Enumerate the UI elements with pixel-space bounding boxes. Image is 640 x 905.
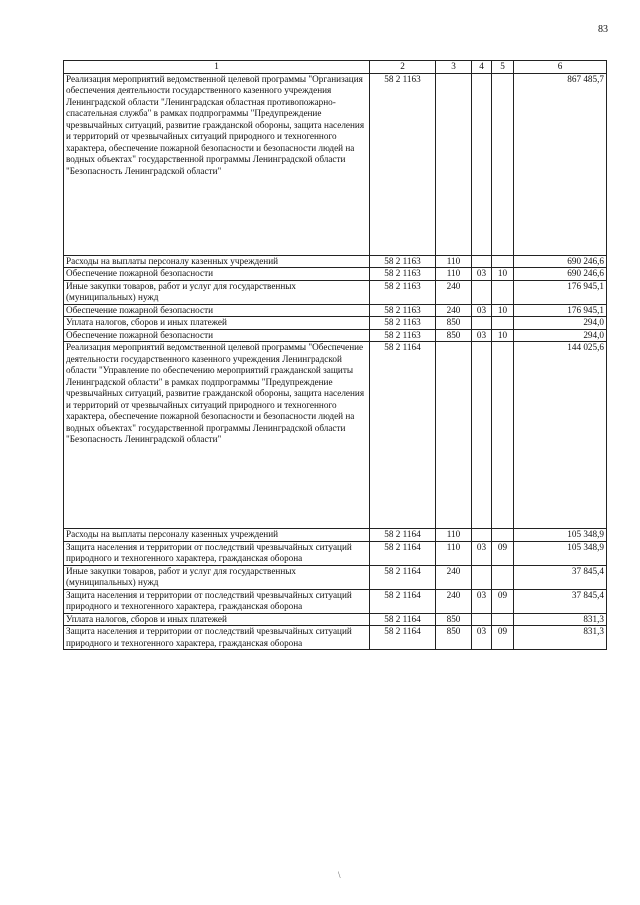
row-target-article: 58 2 1163: [370, 268, 436, 281]
row-expense-type: 850: [436, 613, 472, 626]
row-section: [472, 529, 492, 542]
row-name: Расходы на выплаты персоналу казенных учреждений: [64, 529, 370, 542]
header-col-4: 4: [472, 61, 492, 74]
header-col-2: 2: [370, 61, 436, 74]
row-expense-type: 240: [436, 304, 472, 317]
table-row: [64, 613, 607, 626]
row-target-article: 58 2 1164: [370, 529, 436, 542]
row-name: Реализация мероприятий ведомственной целевой программы "Обеспечение деятельности государственного казенного учреждения Ленинградской области "Управление по обеспечению мероприятий гражданской защиты Ленинградской области" в рамках подпрограммы "Предупреждение чрезвычайных ситуаций, развитие гражданской обороны, защита населения и территорий от чрезвычайных ситуаций природного и техногенного характера, обеспечение пожарной безопасности и безопасности людей на водных объектах" государственной программы Ленинградской области "Безопасность Ленинградской области": [64, 342, 370, 529]
row-section: [472, 565, 492, 589]
row-name: Защита населения и территории от последствий чрезвычайных ситуаций природного и техногенного характера, гражданская оборона: [64, 589, 370, 613]
row-name: Защита населения и территории от последствий чрезвычайных ситуаций природного и техногенного характера, гражданская оборона: [64, 541, 370, 565]
row-target-article: 58 2 1164: [370, 541, 436, 565]
row-target-article: 58 2 1163: [370, 73, 436, 255]
row-subsection: 10: [492, 329, 514, 342]
row-expense-type: [436, 342, 472, 529]
row-sum: 690 246,6: [514, 255, 607, 268]
row-name: Обеспечение пожарной безопасности: [64, 304, 370, 317]
header-col-5: 5: [492, 61, 514, 74]
row-name: Расходы на выплаты персоналу казенных учреждений: [64, 255, 370, 268]
row-sum: 176 945,1: [514, 280, 607, 304]
table-row: [64, 329, 607, 342]
row-section: 03: [472, 304, 492, 317]
row-expense-type: 110: [436, 255, 472, 268]
row-subsection: [492, 565, 514, 589]
row-section: [472, 613, 492, 626]
row-name: Обеспечение пожарной безопасности: [64, 329, 370, 342]
row-sum: 867 485,7: [514, 73, 607, 255]
row-subsection: [492, 255, 514, 268]
row-subsection: [492, 613, 514, 626]
table-row: [64, 565, 607, 589]
row-sum: 105 348,9: [514, 541, 607, 565]
row-target-article: 58 2 1163: [370, 329, 436, 342]
table-row: [64, 304, 607, 317]
row-sum: 37 845,4: [514, 565, 607, 589]
table-row: [64, 541, 607, 565]
row-sum: 144 025,6: [514, 342, 607, 529]
row-subsection: [492, 73, 514, 255]
row-name: Иные закупки товаров, работ и услуг для государственных (муниципальных) нужд: [64, 565, 370, 589]
row-target-article: 58 2 1163: [370, 280, 436, 304]
row-name: Реализация мероприятий ведомственной целевой программы "Организация обеспечения деятельности государственного казенного учреждения Ленинградской области "Ленинградская областная противопожарно-спасательная служба" в рамках подпрограммы "Предупреждение чрезвычайных ситуаций, развитие гражданской обороны, защита населения и территорий от чрезвычайных ситуаций природного и техногенного характера, обеспечение пожарной безопасности и безопасности людей на водных объектах" государственной программы Ленинградской области "Безопасность Ленинградской области": [64, 73, 370, 255]
row-sum: 37 845,4: [514, 589, 607, 613]
row-subsection: [492, 342, 514, 529]
row-target-article: 58 2 1163: [370, 255, 436, 268]
row-expense-type: 240: [436, 589, 472, 613]
row-section: [472, 317, 492, 330]
row-target-article: 58 2 1163: [370, 317, 436, 330]
row-section: [472, 255, 492, 268]
row-name: Уплата налогов, сборов и иных платежей: [64, 613, 370, 626]
table-row: [64, 268, 607, 281]
row-sum: 831,3: [514, 626, 607, 650]
table-row: [64, 317, 607, 330]
row-subsection: 10: [492, 268, 514, 281]
row-target-article: 58 2 1164: [370, 342, 436, 529]
row-sum: 176 945,1: [514, 304, 607, 317]
row-section: [472, 73, 492, 255]
table-row: [64, 589, 607, 613]
row-subsection: 09: [492, 589, 514, 613]
table-row: [64, 529, 607, 542]
row-sum: 105 348,9: [514, 529, 607, 542]
row-expense-type: 850: [436, 329, 472, 342]
row-expense-type: 110: [436, 541, 472, 565]
row-name: Иные закупки товаров, работ и услуг для государственных (муниципальных) нужд: [64, 280, 370, 304]
table-row: [64, 342, 607, 529]
header-col-6: 6: [514, 61, 607, 74]
page-number: 83: [598, 24, 608, 35]
row-target-article: 58 2 1163: [370, 304, 436, 317]
row-section: 03: [472, 541, 492, 565]
row-expense-type: 110: [436, 268, 472, 281]
table-row: [64, 255, 607, 268]
budget-table: [63, 60, 607, 650]
table-header-row: [64, 61, 607, 74]
row-name: Обеспечение пожарной безопасности: [64, 268, 370, 281]
row-subsection: 09: [492, 541, 514, 565]
row-subsection: 10: [492, 304, 514, 317]
row-expense-type: 240: [436, 565, 472, 589]
row-section: 03: [472, 589, 492, 613]
row-target-article: 58 2 1164: [370, 565, 436, 589]
table-row: [64, 280, 607, 304]
row-name: Уплата налогов, сборов и иных платежей: [64, 317, 370, 330]
row-section: [472, 342, 492, 529]
row-name: Защита населения и территории от последствий чрезвычайных ситуаций природного и техногенного характера, гражданская оборона: [64, 626, 370, 650]
row-subsection: 09: [492, 626, 514, 650]
header-col-1: 1: [64, 61, 370, 74]
table-row: [64, 626, 607, 650]
row-expense-type: 240: [436, 280, 472, 304]
row-target-article: 58 2 1164: [370, 589, 436, 613]
row-section: 03: [472, 268, 492, 281]
footer-mark: \: [338, 870, 341, 880]
row-sum: 294,0: [514, 317, 607, 330]
row-subsection: [492, 317, 514, 330]
row-expense-type: [436, 73, 472, 255]
row-subsection: [492, 529, 514, 542]
row-expense-type: 850: [436, 317, 472, 330]
row-sum: 294,0: [514, 329, 607, 342]
row-expense-type: 850: [436, 626, 472, 650]
row-section: 03: [472, 626, 492, 650]
row-expense-type: 110: [436, 529, 472, 542]
row-target-article: 58 2 1164: [370, 626, 436, 650]
row-sum: 831,3: [514, 613, 607, 626]
row-subsection: [492, 280, 514, 304]
table-row: [64, 73, 607, 255]
row-section: [472, 280, 492, 304]
row-section: 03: [472, 329, 492, 342]
row-sum: 690 246,6: [514, 268, 607, 281]
header-col-3: 3: [436, 61, 472, 74]
row-target-article: 58 2 1164: [370, 613, 436, 626]
